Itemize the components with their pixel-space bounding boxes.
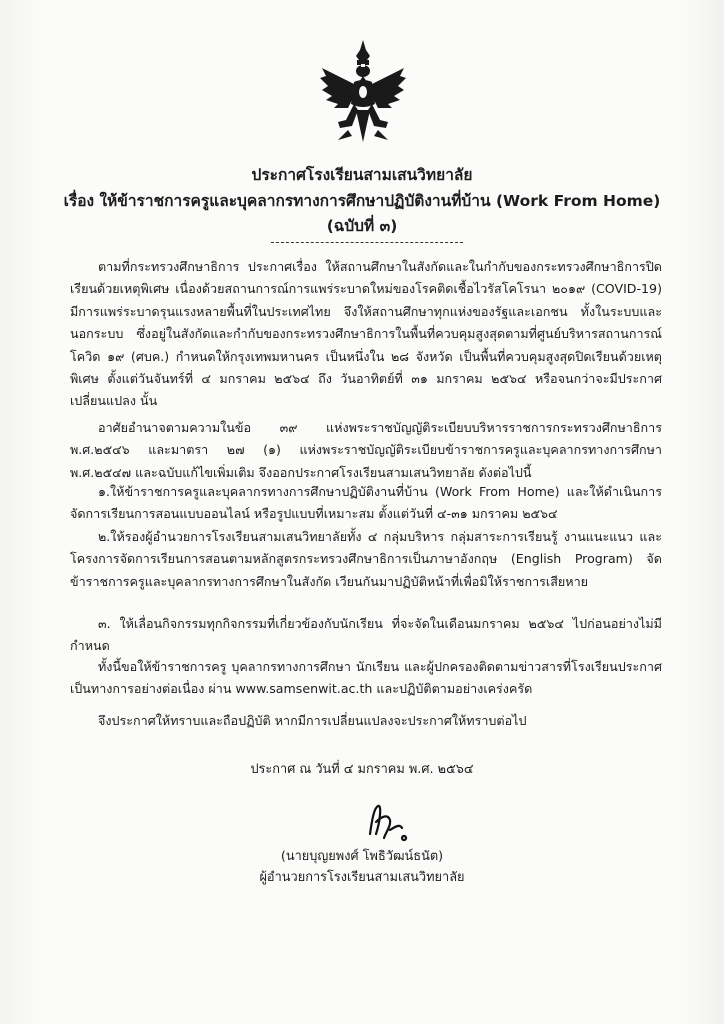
paragraph-follow-news bbox=[70, 656, 662, 701]
document-subject: เรื่อง ให้ข้าราชการครูและบุคลากรทางการศึกษาปฏิบัติงานที่บ้าน (Work From Home) bbox=[63, 192, 661, 210]
paragraph-text: ตามที่กระทรวงศึกษาธิการ ประกาศเรื่อง ให้สถานศึกษาในสังกัดและในกำกับของกระทรวงศึกษาธิการปิดเรียนด้วยเหตุพิเศษ เนื่องด้วยสถานการณ์การแพร่ระบาดใหม่ของโรคติดเชื้อไวรัสโคโรนา ๒๐๑๙ (COVID-19) มีการแพร่ระบาดรุนแรงหลายพื้นที่ในประเทศไทย จึงให้สถานศึกษาทุกแห่งของรัฐและเอกชน ทั้งในระบบและนอกระบบ ซึ่งอยู่ในสังกัดและกำกับของกระทรวงศึกษาธิการในพื้นที่ควบคุมสูงสุดตามที่ศูนย์บริหารสถานการณ์โควิด ๑๙ (ศบค.) กำหนดให้กรุงเทพมหานคร เป็นหนึ่งใน ๒๘ จังหวัด เป็นพื้นที่ควบคุมสูงสุดปิดเรียนด้วยเหตุพิเศษ ตั้งแต่วันจันทร์ที่ ๔ มกราคม ๒๕๖๔ ถึง วันอาทิตย์ที่ ๓๑ มกราคม ๒๕๖๔ หรือจนกว่าจะมีประกาศเปลี่ยนแปลง นั้น bbox=[70, 259, 662, 409]
document-title: ประกาศโรงเรียนสามเสนวิทยาลัย bbox=[251, 166, 473, 184]
handwritten-signature-icon bbox=[360, 800, 420, 844]
paragraph-authority bbox=[70, 417, 662, 484]
paragraph-text: ๒.ให้รองผู้อำนวยการโรงเรียนสามเสนวิทยาลัยทั้ง ๔ กลุ่มบริหาร กลุ่มสาระการเรียนรู้ งานแนะแนว และโครงการจัดการเรียนการสอนตามหลักสูตรกระทรวงศึกษาธิการเป็นภาษาอังกฤษ (English Program) จัดข้าราชการครูและบุคลากรทางการศึกษาในสังกัด เวียนกันมาปฏิบัติหน้าที่เพื่อมิให้ราชการเสียหาย bbox=[70, 529, 662, 589]
paragraph-clause-3 bbox=[70, 613, 662, 658]
paragraph-text: จึงประกาศให้ทราบและถือปฏิบัติ หากมีการเปลี่ยนแปลงจะประกาศให้ทราบต่อไป bbox=[98, 713, 527, 728]
paragraph-clause-1 bbox=[70, 481, 662, 526]
issue-number: (ฉบับที่ ๓) bbox=[326, 217, 398, 235]
paragraph-text: ๓. ให้เลื่อนกิจกรรมทุกกิจกรรมที่เกี่ยวข้องกับนักเรียน ที่จะจัดในเดือนมกราคม ๒๕๖๔ ไปก่อนอย่างไม่มีกำหนด bbox=[70, 616, 662, 654]
announcement-date: ประกาศ ณ วันที่ ๔ มกราคม พ.ศ. ๒๕๖๔ bbox=[250, 762, 474, 777]
garuda-emblem-icon bbox=[318, 38, 408, 146]
paragraph-background bbox=[70, 256, 662, 413]
paragraph-clause-2 bbox=[70, 526, 662, 593]
title-divider bbox=[271, 242, 463, 243]
paragraph-text: ทั้งนี้ขอให้ข้าราชการครู บุคลากรทางการศึกษา นักเรียน และผู้ปกครองติดตามข่าวสารที่โรงเรียนประกาศเป็นทางการอย่างต่อเนื่อง ผ่าน www.samsenwit.ac.th และปฏิบัติตามอย่างเคร่งครัด bbox=[70, 659, 662, 697]
paragraph-text: ๑.ให้ข้าราชการครูและบุคลากรทางการศึกษาปฏิบัติงานที่บ้าน (Work From Home) และให้ดำเนินการจัดการเรียนการสอนแบบออนไลน์ หรือรูปแบบที่เหมาะสม ตั้งแต่วันที่ ๔-๓๑ มกราคม ๒๕๖๔ bbox=[70, 484, 662, 522]
signer-title: ผู้อำนวยการโรงเรียนสามเสนวิทยาลัย bbox=[259, 870, 465, 885]
paragraph-text: อาศัยอำนาจตามความในข้อ ๓๙ แห่งพระราชบัญญัติระเบียบบริหารราชการกระทรวงศึกษาธิการ พ.ศ.๒๕๔๖ และมาตรา ๒๗ (๑) แห่งพระราชบัญญัติระเบียบข้าราชการครูและบุคลากรทางการศึกษา พ.ศ.๒๕๔๗ และฉบับแก้ไขเพิ่มเติม จึงออกประกาศโรงเรียนสามเสนวิทยาลัย ดังต่อไปนี้ bbox=[70, 420, 662, 480]
signer-name: (นายบุญยพงศ์ โพธิวัฒน์ธนัต) bbox=[280, 849, 444, 864]
paragraph-closing bbox=[70, 710, 662, 732]
